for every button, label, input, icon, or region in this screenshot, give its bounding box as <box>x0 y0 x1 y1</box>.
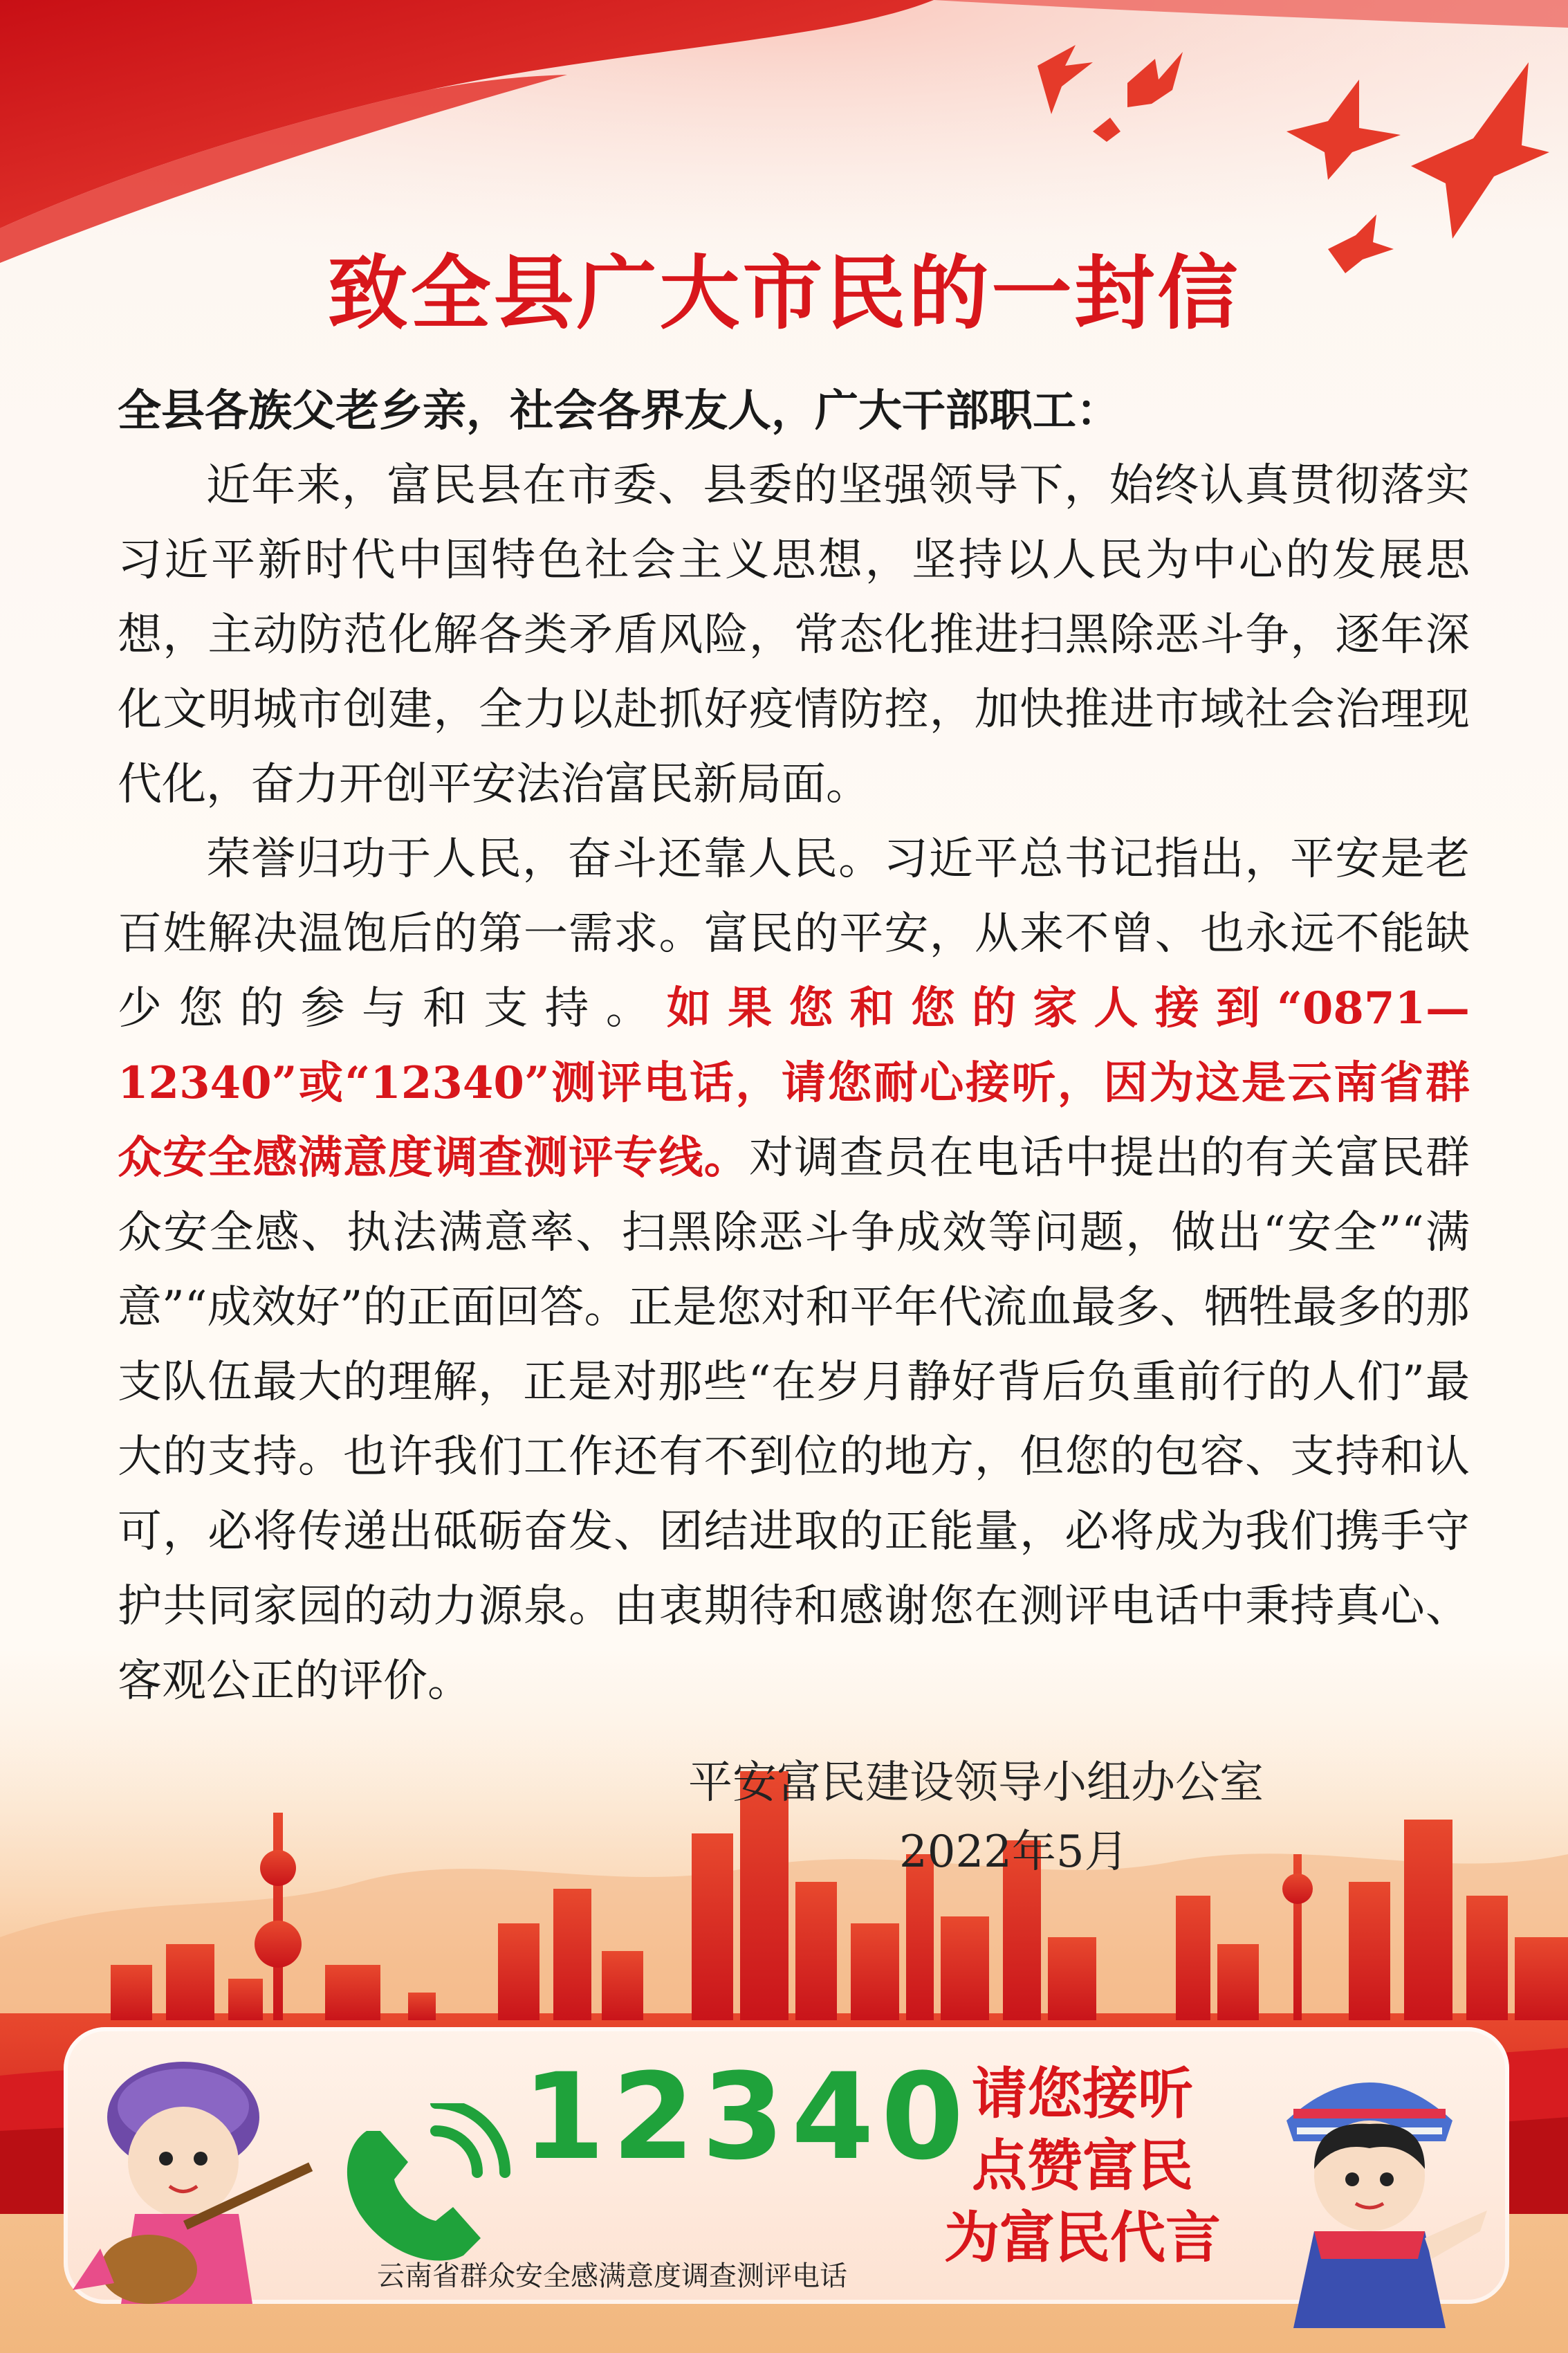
mascot-boy-illustration <box>73 2041 349 2332</box>
page-title: 致全县广大市民的一封信 <box>327 247 1241 340</box>
hotline-number: 12340 <box>522 2047 971 2186</box>
paragraph-1: 近年来，富民县在市委、县委的坚强领导下，始终认真贯彻落实习近平新时代中国特色社会主义思想，坚持以人民为中心的发展思想，主动防范化解各类矛盾风险，常态化推进扫黑除恶斗争，逐年深化文明城市创建，全力以赴抓好疫情防控，加快推进市域社会治理现代化，奋力开创平安法治富民新局面。 <box>118 460 1470 810</box>
signature-date: 2022年5月 <box>899 1826 1129 1878</box>
letter-body <box>118 374 1470 1719</box>
hotline-notice: 如果您和您的家人接到“0871—12340”或“12340”测评电话，请您耐心接听，因为这是云南省群众安全感满意度调查测评专线。 <box>118 982 1470 1184</box>
slogan-2: 点赞富民 <box>972 2134 1193 2198</box>
slogan-3: 为富民代言 <box>944 2206 1221 2270</box>
signature-org: 平安富民建设领导小组办公室 <box>688 1757 1264 1809</box>
mascot-girl-illustration <box>1238 2038 1501 2335</box>
phone-icon <box>332 2103 519 2276</box>
paragraph-2 <box>118 822 1470 1719</box>
slogan-1: 请您接听 <box>972 2062 1193 2126</box>
paragraph-2-start: 荣誉归功于人民，奋斗还靠人民。习近平总书记指出，平安是老百姓解决温饱后的第一需求。富民的平安，从来不曾、也永远不能缺少您的参与和支持。 <box>118 834 1470 1034</box>
slogans <box>927 2058 1238 2274</box>
paragraph-2-end: 对调查员在电话中提出的有关富民群众安全感、执法满意率、扫黑除恶斗争成效等问题，做出“安全”“满意”“成效好”的正面回答。正是您对和平年代流血最多、牺牲最多的那支队伍最大的理解，正是对那些“在岁月静好背后负重前行的人们”最大的支持。也许我们工作还有不到位的地方，但您的包容、支持和认可，必将传递出砥砺奋发、团结进取的正能量，必将成为我们携手守护共同家园的动力源泉。由衷期待和感谢您在测评电话中秉持真心、客观公正的评价。 <box>118 1133 1470 1707</box>
hotline-caption: 云南省群众安全感满意度调查测评电话 <box>377 2260 847 2292</box>
greeting: 全县各族父老乡亲，社会各界友人，广大干部职工： <box>118 385 1120 436</box>
